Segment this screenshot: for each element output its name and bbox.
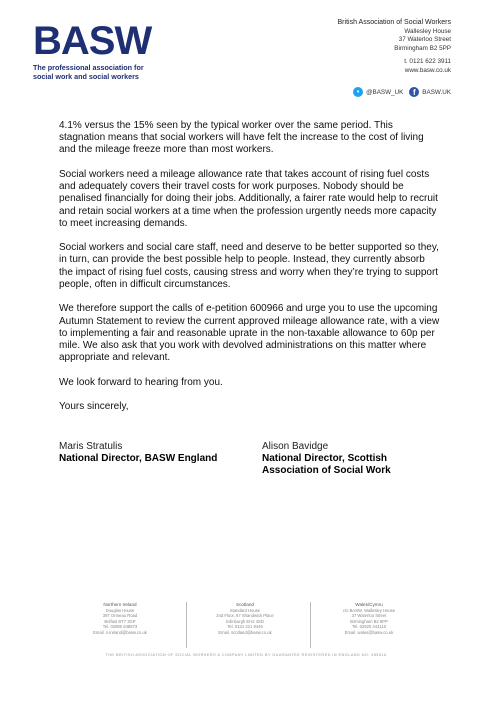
office-line: c/o BASW, Wallesley House bbox=[342, 607, 396, 613]
tagline-line: The professional association for bbox=[33, 63, 144, 72]
phone-number: t. 0121 622 3911 bbox=[404, 58, 451, 66]
office-line: Tel. 02890 648873 bbox=[102, 624, 138, 629]
office-line: 2nd Floor, 67 Shandwick Place bbox=[216, 613, 274, 618]
office-scotland bbox=[186, 602, 303, 648]
office-name: Scotland bbox=[236, 602, 254, 607]
office-northern-ireland bbox=[62, 602, 178, 648]
address-line: Wallesley House bbox=[404, 27, 451, 35]
signatory-scotland bbox=[262, 441, 432, 478]
office-line: Douglas House bbox=[105, 607, 135, 613]
facebook-handle[interactable]: BASW.UK bbox=[422, 88, 451, 96]
address-line: 37 Waterloo Street bbox=[398, 36, 451, 44]
tagline-line: social work and social workers bbox=[33, 71, 139, 81]
office-line: Tel. 02920 444110 bbox=[351, 624, 387, 629]
signatory-name: Maris Stratulis bbox=[59, 441, 123, 452]
legal-notice: THE BRITISH ASSOCIATION OF SOCIAL WORKERS A COMPANY LIMITED BY GUARANTEE REGISTERED IN ENGLAND NO: 985516 bbox=[105, 652, 387, 657]
org-contact-block bbox=[338, 19, 451, 76]
office-line: Belfast BT7 3GP bbox=[104, 618, 136, 624]
office-name: Northern Ireland bbox=[103, 602, 137, 607]
office-line: 397 Ormeau Road bbox=[102, 613, 138, 618]
footer-offices bbox=[62, 602, 430, 648]
website-link[interactable]: www.basw.co.uk bbox=[404, 66, 451, 74]
closing-line: Yours sincerely, bbox=[59, 401, 129, 413]
office-wales bbox=[310, 602, 427, 648]
office-line: Email. n.ireland@basw.co.uk bbox=[93, 629, 147, 635]
logo-wordmark: BASW bbox=[33, 19, 152, 63]
org-name: British Association of Social Workers bbox=[337, 19, 451, 26]
logo-tagline bbox=[33, 64, 151, 81]
office-line: Tel. 0131 221 9445 bbox=[227, 624, 263, 629]
signatory-name: Alison Bavidge bbox=[262, 441, 329, 452]
office-line: Edinburgh EH2 4SD bbox=[226, 618, 264, 624]
body-paragraph: Social workers need a mileage allowance rate that takes account of rising fuel costs and adequately covers their travel costs for work purposes. Nobody should be penalised financially for doing their jobs. Additionally, a fairer rate would help to recruit and retain social workers at a time when the profession urgently needs more capacity to meet increasing demands. bbox=[59, 168, 438, 229]
body-paragraph: 4.1% versus the 15% seen by the typical worker over the same period. This stagnation means that social workers will have felt the increase to the cost of living and the mileage freeze more than most workers. bbox=[59, 120, 424, 156]
office-name: Wales/Cymru bbox=[355, 602, 383, 607]
twitter-handle[interactable]: @BASW_UK bbox=[366, 88, 404, 96]
office-line: 37 Waterloo Street bbox=[351, 613, 387, 618]
twitter-icon: • bbox=[353, 87, 363, 97]
office-line: Email. wales@basw.co.uk bbox=[344, 629, 394, 635]
signatory-title: National Director, Scottish Association of Social Work bbox=[262, 453, 391, 477]
signatory-england bbox=[59, 441, 217, 465]
office-line: Standard House bbox=[229, 607, 261, 613]
letter-body bbox=[59, 120, 440, 426]
body-paragraph: Social workers and social care staff, need and deserve to be better supported so they, in turn, can provide the best possible help to people. Instead, they currently absorb the impact of rising fuel costs, causing stress and worry when they’re trying to support people, often in difficult circumstances. bbox=[59, 242, 439, 290]
office-line: Email. scotland@basw.co.uk bbox=[218, 629, 272, 635]
body-paragraph: We look forward to hearing from you. bbox=[59, 376, 223, 388]
signatory-title: National Director, BASW England bbox=[59, 453, 218, 465]
social-links bbox=[353, 87, 451, 97]
office-line: Birmingham B2 5PP bbox=[350, 618, 388, 624]
address-line: Birmingham B2 5PP bbox=[394, 44, 451, 52]
body-paragraph: We therefore support the calls of e-petition 600966 and urge you to use the upcoming Autumn Statement to review the current approved mileage allowance rate, with a view to implementing a fair and reasonable uprate in the non-taxable allowance to 60p per mile. We also ask that you work with devolved administrations on this matter where appropriate and relevant. bbox=[59, 303, 440, 364]
facebook-icon: f bbox=[409, 87, 419, 97]
basw-logo bbox=[33, 21, 151, 81]
